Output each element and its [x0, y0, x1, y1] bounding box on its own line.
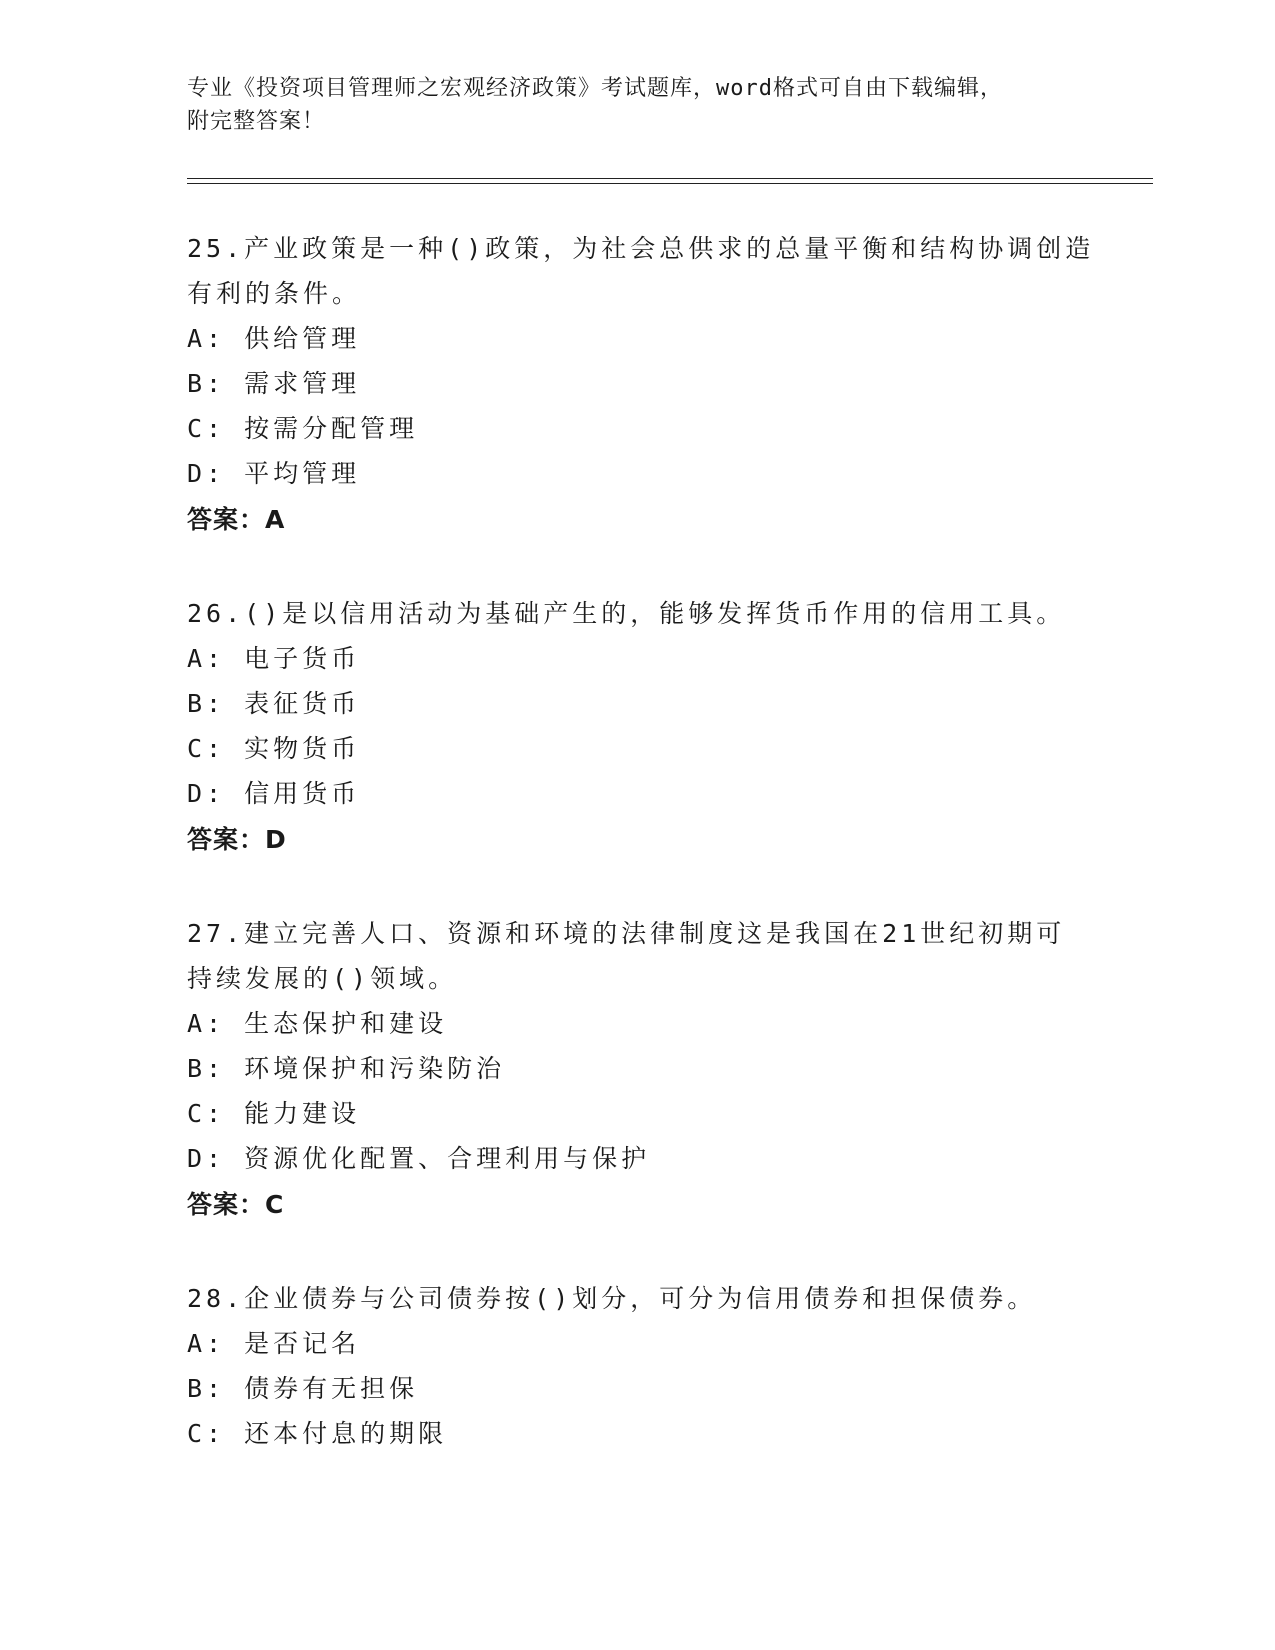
question-27-stem-line-1: 27.建立完善人口、资源和环境的法律制度这是我国在21世纪初期可 [187, 919, 1066, 948]
question-28-stem-line-1: 28.企业债券与公司债券按()划分，可分为信用债券和担保债券。 [187, 1284, 1037, 1313]
question-27-answer: 答案：C [187, 1190, 285, 1219]
question-25-stem-line-1: 25.产业政策是一种()政策，为社会总供求的总量平衡和结构协调创造 [187, 234, 1095, 263]
question-26-option-b: B: 表征货币 [187, 689, 361, 718]
question-26-option-c: C: 实物货币 [187, 734, 361, 763]
header-divider-top [187, 178, 1153, 179]
question-26-answer: 答案：D [187, 825, 287, 854]
question-27-option-a: A: 生态保护和建设 [187, 1009, 448, 1038]
question-25-answer: 答案：A [187, 505, 286, 534]
header-line-2: 附完整答案！ [187, 109, 326, 134]
question-25-option-a: A: 供给管理 [187, 324, 361, 353]
question-25-stem-line-2: 有利的条件。 [187, 279, 362, 308]
header-line-1: 专业《投资项目管理师之宏观经济政策》考试题库，word格式可自由下载编辑， [187, 76, 1003, 101]
question-27-stem-line-2: 持续发展的()领域。 [187, 964, 458, 993]
header-divider-bottom [187, 183, 1153, 184]
question-25-option-b: B: 需求管理 [187, 369, 361, 398]
question-25-option-c: C: 按需分配管理 [187, 414, 419, 443]
question-27-option-d: D: 资源优化配置、合理利用与保护 [187, 1144, 651, 1173]
question-28-option-b: B: 债券有无担保 [187, 1374, 419, 1403]
question-25-option-d: D: 平均管理 [187, 459, 361, 488]
question-26-option-a: A: 电子货币 [187, 644, 361, 673]
question-28-option-a: A: 是否记名 [187, 1329, 361, 1358]
question-27-option-b: B: 环境保护和污染防治 [187, 1054, 506, 1083]
question-26-stem-line-1: 26.()是以信用活动为基础产生的，能够发挥货币作用的信用工具。 [187, 599, 1066, 628]
question-27-option-c: C: 能力建设 [187, 1099, 361, 1128]
question-28-option-c: C: 还本付息的期限 [187, 1419, 448, 1448]
document-header [187, 72, 1087, 138]
question-26-option-d: D: 信用货币 [187, 779, 361, 808]
